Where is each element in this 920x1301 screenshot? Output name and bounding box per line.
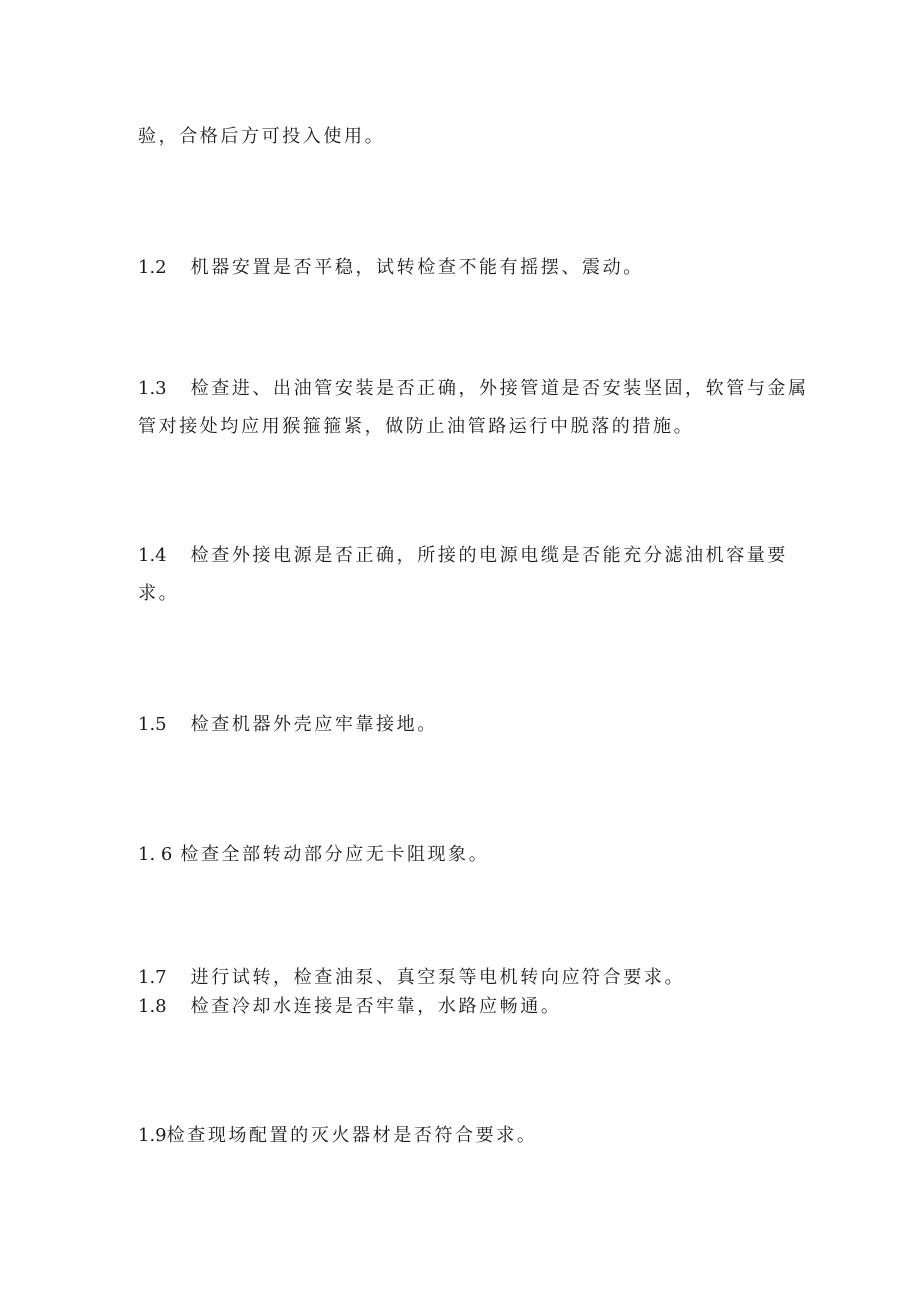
item-1-6: [138, 836, 788, 874]
item-text: 检查机器外壳应牢靠接地。: [190, 714, 438, 735]
item-number: 1.7: [138, 967, 167, 988]
item-number: 1.8: [138, 996, 167, 1017]
item-text: 检查全部转动部分应无卡阻现象。: [180, 844, 490, 865]
item-text-continued: 管对接处均应用猴箍箍紧，做防止油管路运行中脱落的措施。: [138, 416, 695, 437]
item-number: 1.5: [138, 714, 167, 735]
item-text: 检查外接电源是否正确，所接的电源电缆是否能充分滤油机容量要: [190, 545, 789, 566]
item-text: 检查冷却水连接是否牢靠，水路应畅通。: [190, 996, 562, 1017]
item-1-5: [138, 706, 788, 744]
item-text: 进行试转，检查油泵、真空泵等电机转向应符合要求。: [190, 967, 686, 988]
item-text: 检查现场配置的灭火器材是否符合要求。: [166, 1125, 538, 1146]
item-number: 1.4: [138, 545, 167, 566]
paragraph-continued: [138, 118, 788, 156]
item-1-8: [138, 988, 788, 1026]
item-text: 机器安置是否平稳，试转检查不能有摇摆、震动。: [190, 257, 644, 278]
item-1-2: [138, 249, 788, 287]
item-text-continued: 求。: [138, 583, 180, 604]
item-number: 1. 6: [138, 844, 173, 865]
item-1-9: [138, 1117, 788, 1155]
item-number: 1.2: [138, 257, 167, 278]
item-number: 1.9: [138, 1125, 167, 1146]
item-1-4: [138, 537, 788, 613]
item-text: 检查进、出油管安装是否正确，外接管道是否安装坚固，软管与金属: [190, 378, 809, 399]
item-1-3: [138, 370, 809, 446]
item-number: 1.3: [138, 378, 167, 399]
paragraph-line: 验，合格后方可投入使用。: [138, 126, 386, 147]
